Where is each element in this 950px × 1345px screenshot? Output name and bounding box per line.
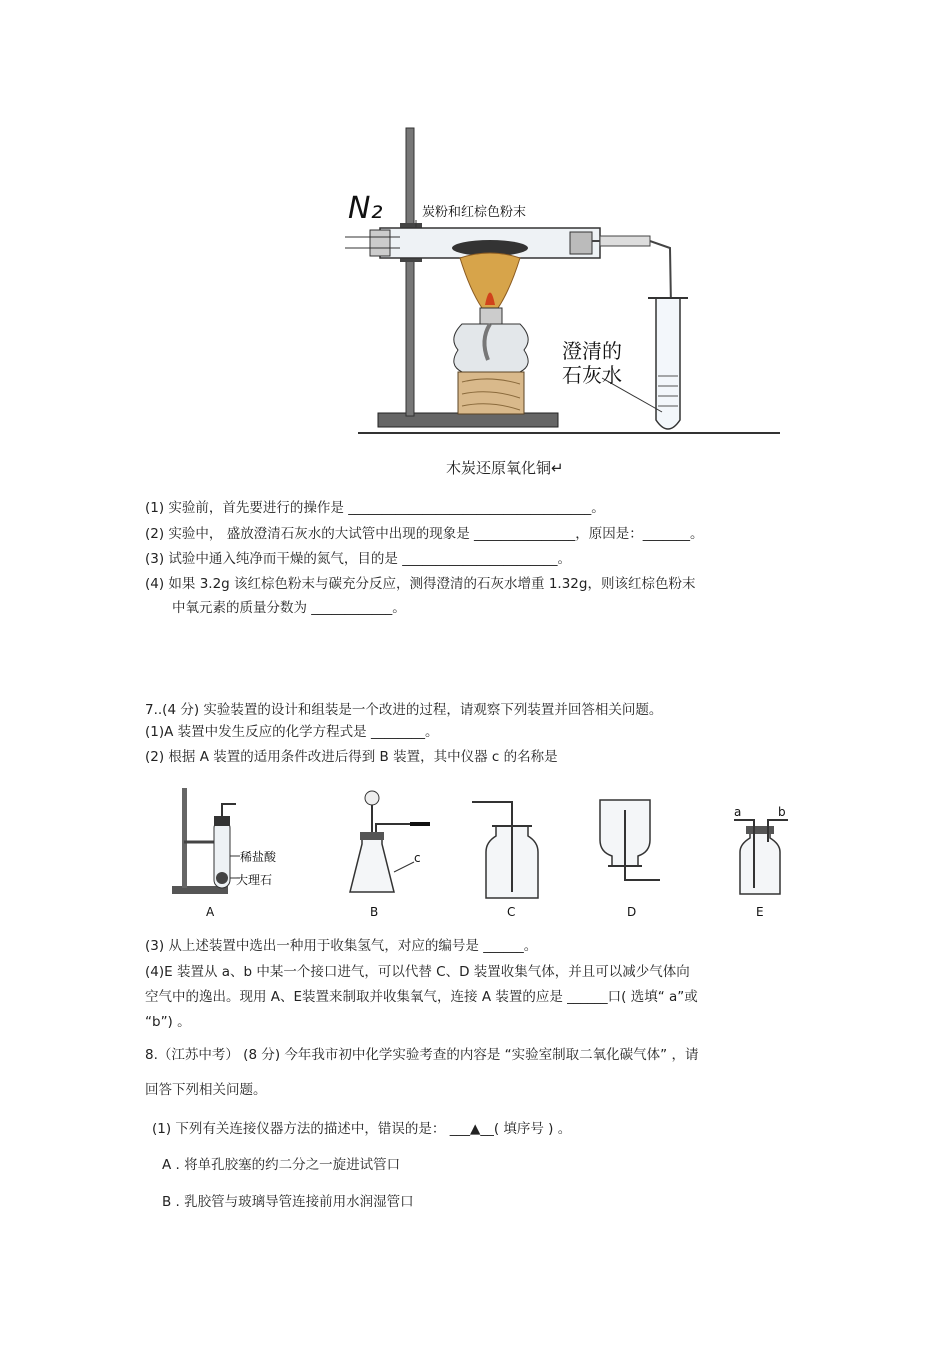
q8-part1: (1) 下列有关连接仪器方法的描述中，错误的是： ___▲__( 填序号 ) 。 xyxy=(152,1121,572,1137)
q8-title-line2: 回答下列相关问题。 xyxy=(145,1082,267,1098)
apparatus-label-d: D xyxy=(627,905,637,919)
label-port-b: b xyxy=(778,805,786,819)
label-marble: 大理石 xyxy=(236,873,273,887)
q7-part4-line2: 空气中的逸出。现用 A、E装置来制取并收集氧气，连接 A 装置的应是 ______口( 选填“ a”或 xyxy=(145,989,698,1005)
limewater-label-line1: 澄清的 xyxy=(562,339,622,363)
q7-title: 7..(4 分) 实验装置的设计和组装是一个改进的过程，请观察下列装置并回答相关问题。 xyxy=(145,702,663,718)
powder-label: 炭粉和红棕色粉末 xyxy=(422,205,527,220)
q8-title: 8.（江苏中考） (8 分) 今年我市初中化学实验考查的内容是 “实验室制取二氧化碳气体” ，请 xyxy=(145,1047,699,1063)
label-port-a: a xyxy=(734,805,742,819)
carbon-reduction-apparatus-figure xyxy=(330,120,790,450)
q7-part1: (1)A 装置中发生反应的化学方程式是 ________。 xyxy=(145,724,439,740)
q6-part3: (3) 试验中通入纯净而干燥的氮气，目的是 _______________________。 xyxy=(145,551,571,567)
n2-handwritten-label: N₂ xyxy=(348,191,383,226)
q7-part3: (3) 从上述装置中选出一种用于收集氢气，对应的编号是 ______。 xyxy=(145,938,538,954)
q7-part2: (2) 根据 A 装置的适用条件改进后得到 B 装置，其中仪器 c 的名称是 xyxy=(145,749,558,765)
apparatus-label-a: A xyxy=(206,905,215,919)
q6-part4-line1: (4) 如果 3.2g 该红棕色粉末与碳充分反应，测得澄清的石灰水增重 1.32g，则该红棕色粉末 xyxy=(145,576,696,592)
label-dilute-hcl: 稀盐酸 xyxy=(240,850,277,864)
q8-option-b: B . 乳胶管与玻璃导管连接前用水润湿管口 xyxy=(162,1194,414,1210)
q6-part1: (1) 实验前，首先要进行的操作是 ____________________________________。 xyxy=(145,500,605,516)
q6-part4-line2: 中氧元素的质量分数为 ____________。 xyxy=(172,600,406,616)
label-c: c xyxy=(414,851,421,865)
q7-part4-line1: (4)E 装置从 a、b 中某一个接口进气，可以代替 C、D 装置收集气体，并且可以减少气体向 xyxy=(145,964,690,980)
limewater-label-line2: 石灰水 xyxy=(562,363,622,387)
q6-part2: (2) 实验中， 盛放澄清石灰水的大试管中出现的现象是 _______________，原因是：_______。 xyxy=(145,526,704,542)
q8-option-a: A . 将单孔胶塞的约二分之一旋进试管口 xyxy=(162,1157,401,1173)
apparatus-label-b: B xyxy=(370,905,379,919)
apparatus-label-e: E xyxy=(756,905,764,919)
figure1-caption: 木炭还原氧化铜↵ xyxy=(446,459,564,477)
apparatus-label-c: C xyxy=(507,905,516,919)
q7-part4-line3: “b”) 。 xyxy=(145,1014,191,1030)
gas-apparatus-figure xyxy=(140,780,810,925)
